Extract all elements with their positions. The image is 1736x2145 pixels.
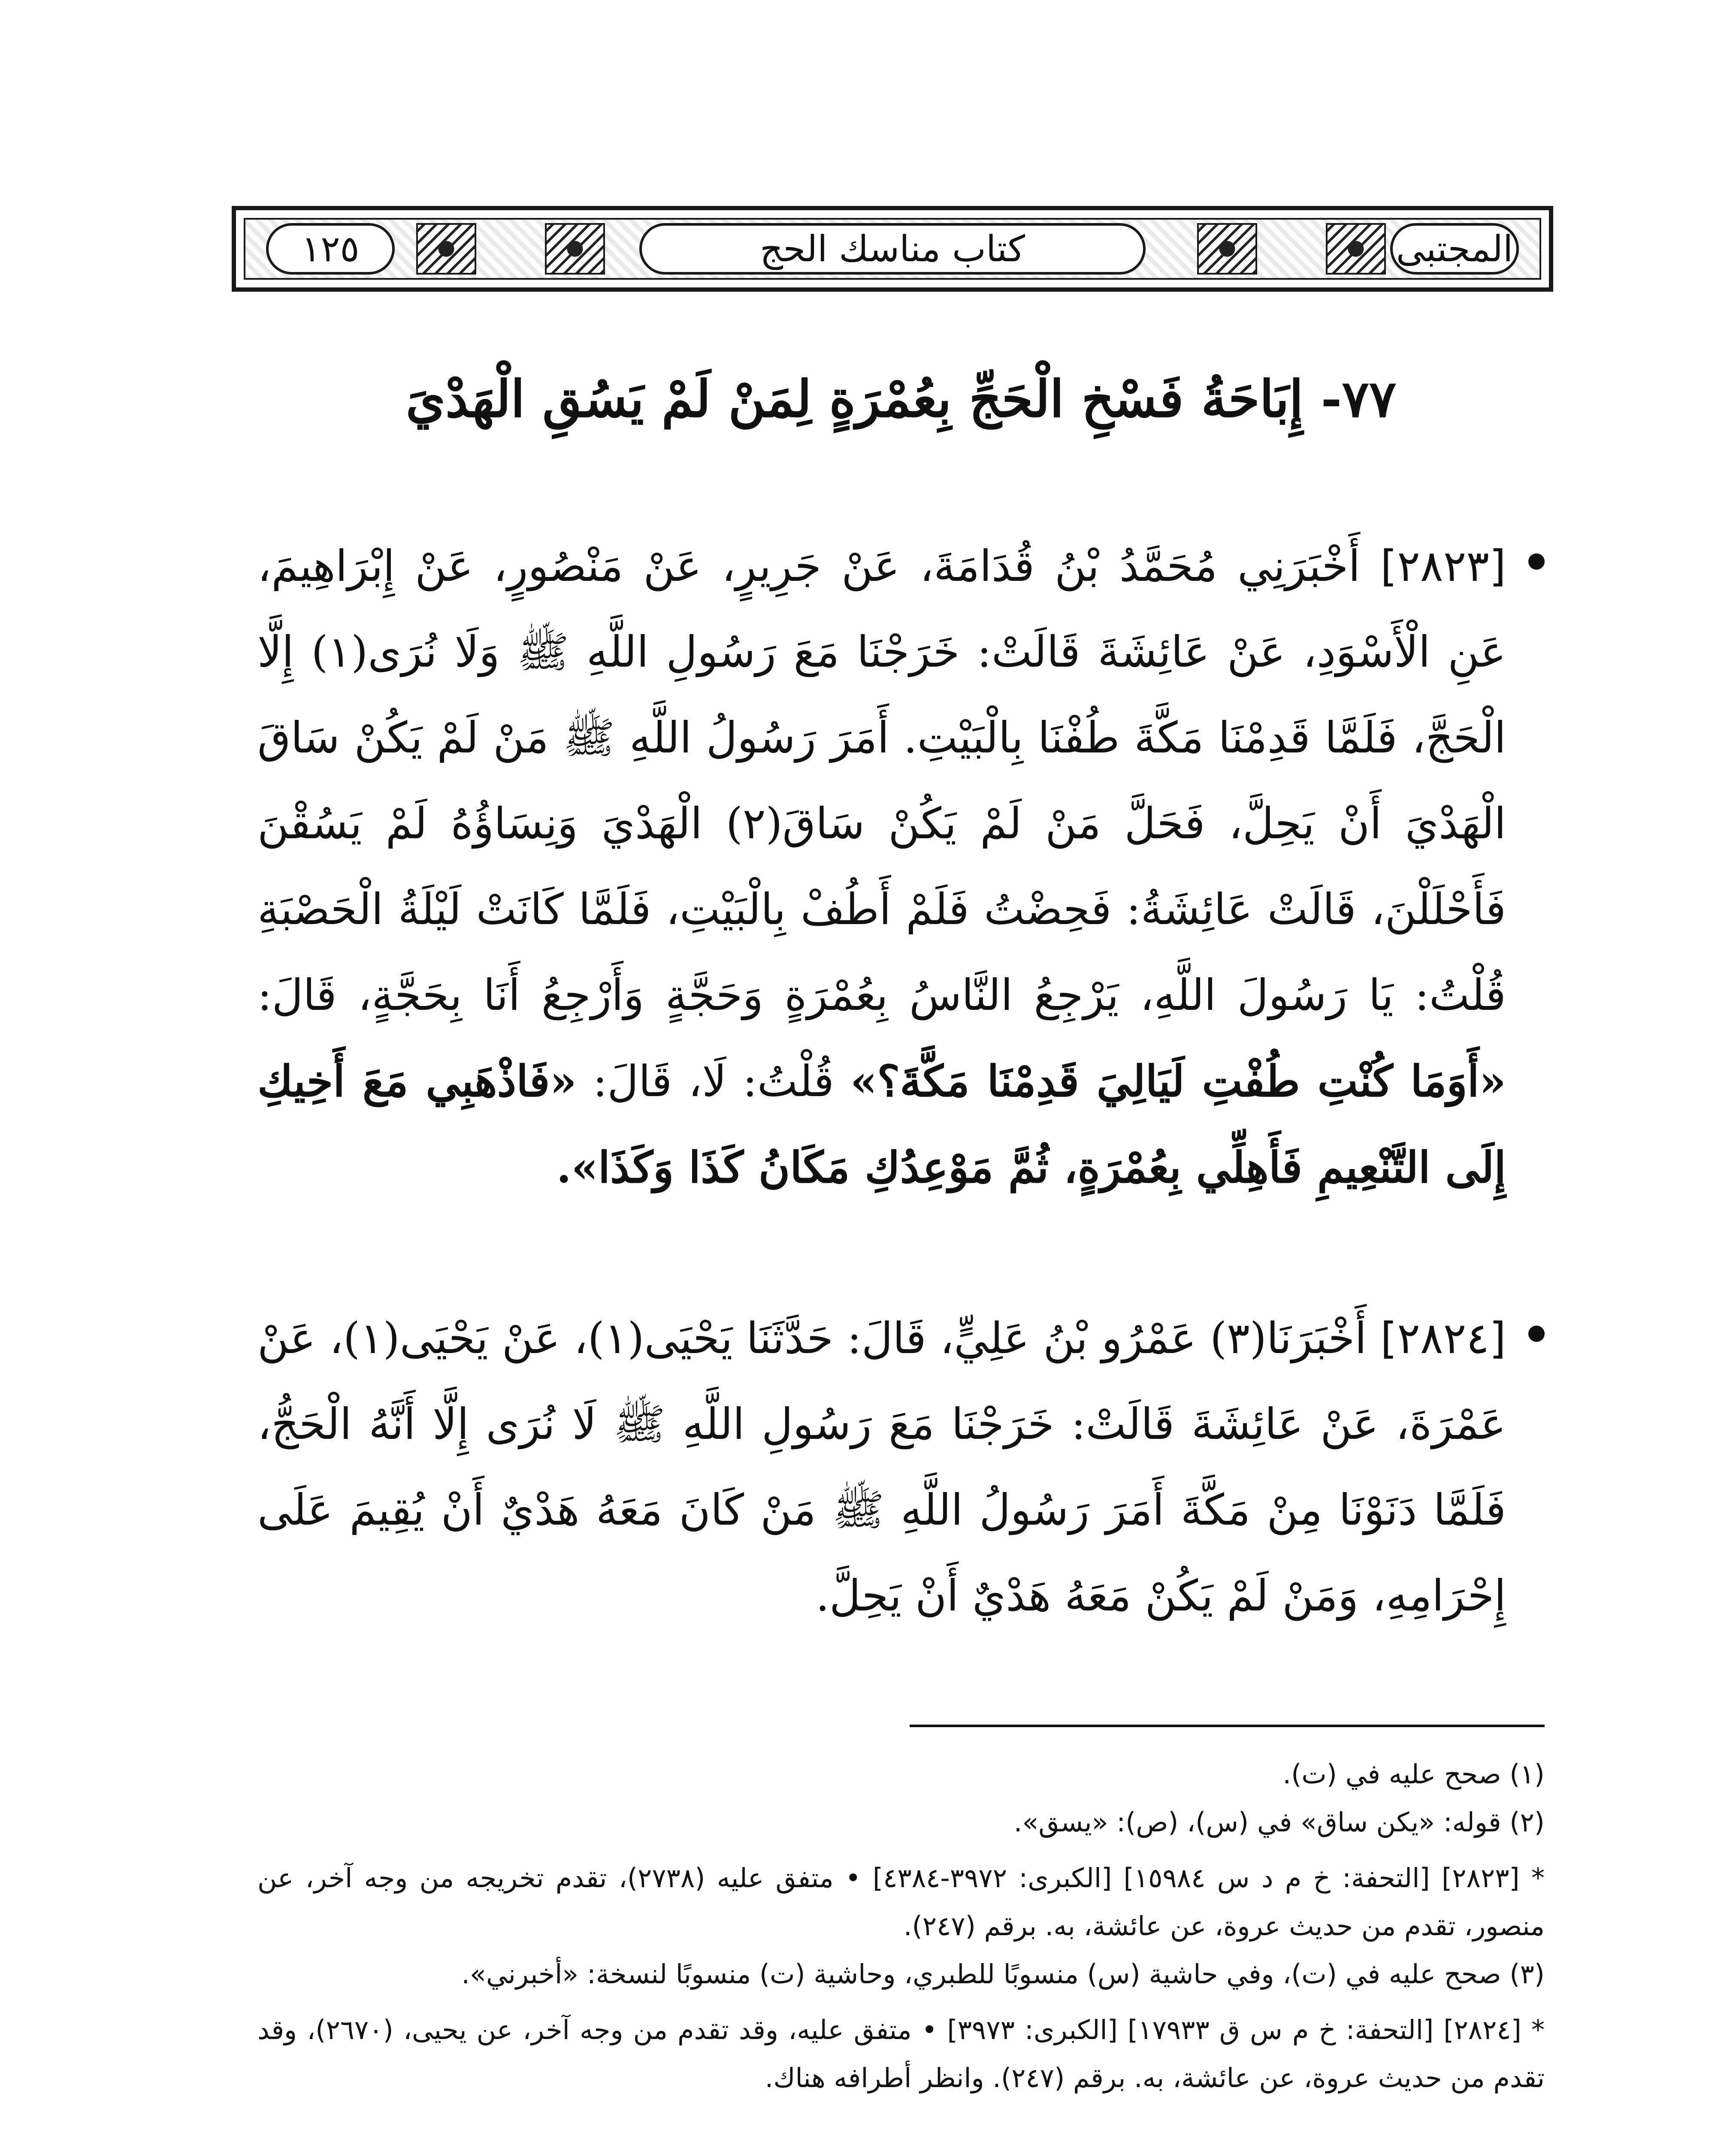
hadith-paragraph — [257, 523, 1545, 1211]
bullet-icon — [1528, 553, 1545, 570]
book-title: كتاب مناسك الحج — [760, 228, 1025, 270]
hadith-number: [٢٨٢٤] — [1380, 1313, 1506, 1363]
footnote: (٢) قوله: «يكن ساق» في (س)، (ص): «يسق». — [1013, 1807, 1545, 1838]
footnote: (١) صحح عليه في (ت). — [1282, 1758, 1545, 1790]
bullet-icon — [1528, 1326, 1545, 1342]
hadith-text: أَخْبَرَنَا(٣) عَمْرُو بْنُ عَلِيٍّ، قَالَ: حَدَّثَنَا يَحْيَى(١)، عَنْ يَحْيَى(١)، عَنْ عَمْرَةَ، عَنْ عَائِشَةَ قَالَتْ: خَرَجْنَا مَعَ رَسُولِ اللَّهِ ﷺ لَا نُرَى إِلَّا أَنَّهُ الْحَجُّ، فَلَمَّا دَنَوْنَا مِنْ مَكَّةَ أَمَرَ رَسُولُ اللَّهِ ﷺ مَنْ كَانَ مَعَهُ هَدْيٌ أَنْ يُقِيمَ عَلَى إِحْرَامِهِ، وَمَنْ لَمْ يَكُنْ مَعَهُ هَدْيٌ أَنْ يَحِلَّ. — [257, 1313, 1506, 1621]
prophet-quote: «فَاذْهَبِي مَعَ أَخِيكِ إِلَى التَّنْعِيمِ فَأَهِلِّي بِعُمْرَةٍ، ثُمَّ مَوْعِدُكِ مَكَانُ كَذَا وَكَذَا». — [257, 1056, 1506, 1193]
book-title-cartouche — [639, 223, 1146, 275]
prophet-quote: «أَوَمَا كُنْتِ طُفْتِ لَيَالِيَ قَدِمْنَا مَكَّةَ؟» — [850, 1056, 1506, 1106]
takhrij-note: * [٢٨٢٣] [التحفة: خ م د س ١٥٩٨٤] [الكبرى: ٣٩٧٢-٤٣٨٤] • متفق عليه (٢٧٣٨)، تقدم تخريجه من وجه آخر، عن منصور، تقدم من حديث عروة، عن عائشة، به. برقم (٢٤٧). — [257, 1862, 1545, 1942]
ornament-knot-icon — [416, 223, 476, 275]
hadith-text: قُلْتُ: لَا، قَالَ: — [593, 1056, 834, 1106]
hadith-number: [٢٨٢٣] — [1380, 541, 1506, 591]
hadith-2824 — [257, 1296, 1545, 1639]
series-title: المجتبى — [1396, 228, 1513, 270]
series-title-cartouche — [1390, 223, 1519, 275]
footnote: (٣) صحح عليه في (ت)، وفي حاشية (س) منسوبًا للطبري، وحاشية (ت) منسوبًا لنسخة: «أخبرني». — [461, 1958, 1545, 1990]
page-number: ١٢٥ — [301, 228, 360, 270]
hadith-2823 — [257, 523, 1545, 1211]
ornament-knot-icon — [1197, 223, 1257, 275]
footnotes — [257, 1750, 1545, 2102]
page-header — [232, 206, 1553, 292]
ornament-knot-icon — [545, 223, 605, 275]
hadith-text: أَخْبَرَنِي مُحَمَّدُ بْنُ قُدَامَةَ، عَنْ جَرِيرٍ، عَنْ مَنْصُورٍ، عَنْ إِبْرَاهِيمَ، عَنِ الْأَسْوَدِ، عَنْ عَائِشَةَ قَالَتْ: خَرَجْنَا مَعَ رَسُولِ اللَّهِ ﷺ وَلَا نُرَى(١) إِلَّا الْحَجَّ، فَلَمَّا قَدِمْنَا مَكَّةَ طُفْنَا بِالْبَيْتِ. أَمَرَ رَسُولُ اللَّهِ ﷺ مَنْ لَمْ يَكُنْ سَاقَ الْهَدْيَ أَنْ يَحِلَّ، فَحَلَّ مَنْ لَمْ يَكُنْ سَاقَ(٢) الْهَدْيَ وَنِسَاؤُهُ لَمْ يَسُقْنَ فَأَحْلَلْنَ، قَالَتْ عَائِشَةُ: فَحِضْتُ فَلَمْ أَطُفْ بِالْبَيْتِ، فَلَمَّا كَانَتْ لَيْلَةُ الْحَصْبَةِ قُلْتُ: يَا رَسُولَ اللَّهِ، يَرْجِعُ النَّاسُ بِعُمْرَةٍ وَحَجَّةٍ وَأَرْجِعُ أَنَا بِحَجَّةٍ، قَالَ: — [257, 541, 1506, 1020]
footnote-separator — [910, 1725, 1545, 1727]
page-number-cartouche — [266, 223, 395, 275]
hadith-paragraph — [257, 1296, 1545, 1639]
takhrij-note: * [٢٨٢٤] [التحفة: خ م س ق ١٧٩٣٣] [الكبرى: ٣٩٧٣] • متفق عليه، وقد تقدم من وجه آخر، عن يحيى، (٢٦٧٠)، وقد تقدم من حديث عروة، عن عائشة، به. برقم (٢٤٧). وانظر أطرافه هناك. — [257, 2014, 1545, 2094]
ornament-knot-icon — [1326, 223, 1386, 275]
chapter-title: ٧٧- إِبَاحَةُ فَسْخِ الْحَجِّ بِعُمْرَةٍ لِمَنْ لَمْ يَسُقِ الْهَدْيَ — [405, 369, 1397, 429]
